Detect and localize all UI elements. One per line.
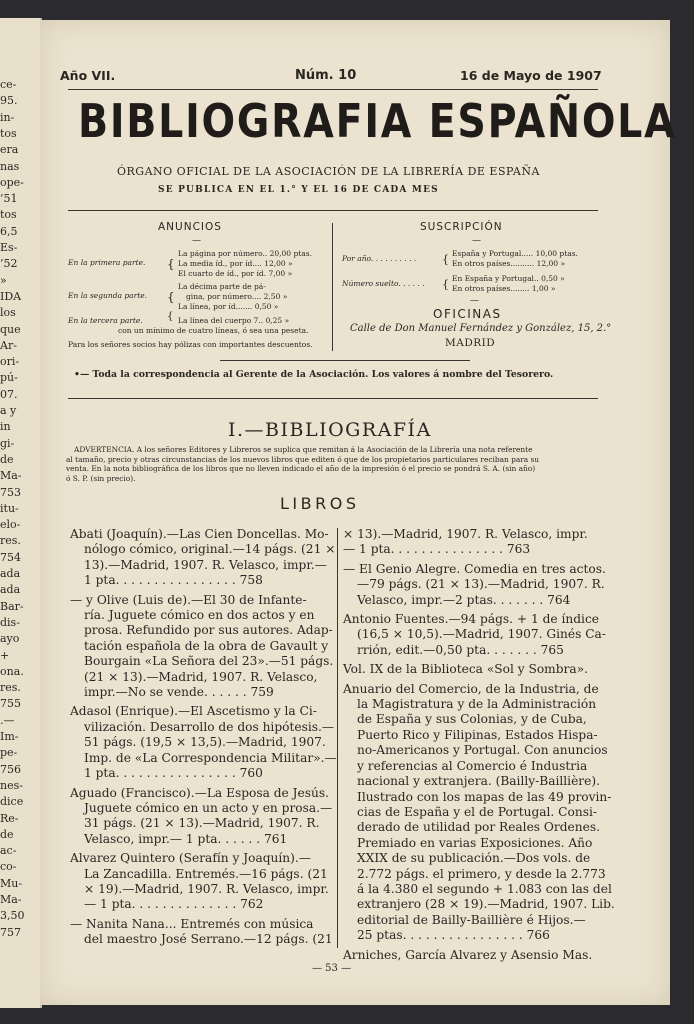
dash-ornament: — <box>192 236 201 246</box>
prev-page-fragment: ’51 <box>0 192 18 206</box>
prev-page-fragment: res. <box>0 534 21 548</box>
bibliography-entry <box>343 681 615 944</box>
brace: { <box>442 278 449 291</box>
prev-page-fragment: itu- <box>0 501 19 515</box>
page-number: — 53 — <box>312 963 352 974</box>
prev-page-fragment: 757 <box>0 925 21 939</box>
entry-line: —79 págs. (21 × 13).—Madrid, 1907. R. <box>357 577 605 592</box>
prev-page-fragment: 755 <box>0 697 21 711</box>
entry-line: y referencias al Comercio é Industria <box>357 758 588 773</box>
brace: { <box>167 257 175 271</box>
prev-page-fragment: ac- <box>0 844 17 858</box>
prev-page-fragment: Im- <box>0 730 19 743</box>
entry-line: 13).—Madrid, 1907. R. Velasco, impr.— <box>84 557 327 572</box>
office-address: Calle de Don Manuel Fernández y González, 15, 2.° <box>350 323 612 334</box>
prev-page-fragment: 3,50 <box>0 909 25 923</box>
prev-page-fragment: de <box>0 452 14 466</box>
prev-page-fragment: .— <box>0 713 15 727</box>
anuncio-line-3b: con un mínimo de cuatro líneas, ó sea una peseta. <box>118 326 309 335</box>
prev-page-fragment: dis- <box>0 615 20 629</box>
anuncios-note: Para los señores socios hay pólizas con importantes descuentos. <box>68 340 313 349</box>
bibliography-entry <box>70 851 332 913</box>
prev-page-fragment: + <box>0 648 10 662</box>
entry-line: tación española de la obra de Gavault y <box>84 638 329 653</box>
prev-page-fragment: dice <box>0 795 24 809</box>
office-city: MADRID <box>445 337 496 349</box>
entry-line: 51 págs. (19,5 × 13,5).—Madrid, 1907. <box>84 735 326 750</box>
bibliography-entry <box>70 527 336 589</box>
entry-line: — 1 pta. . . . . . . . . . . . . . 762 <box>84 897 264 912</box>
entry-line: 2.772 págs. el primero, y desde la 2.773 <box>357 866 606 881</box>
anuncio-label-2: En la segunda parte. <box>68 291 148 300</box>
publication-frequency: SE PUBLICA EN EL 1.° Y EL 16 DE CADA MES <box>158 185 439 195</box>
entry-line: derado de utilidad por Reales Ordenes. <box>357 820 600 835</box>
prev-page-fragment: Ar- <box>0 338 17 352</box>
advertencia: ADVERTENCIA. A los señores Editores y Libreros se suplica que remitan á la Asociación de la Librería una nota referente al tamaño, precio y otras circunstancias de los nuevos libros que editen ó que de los propietarios particulares reciban para su venta. En la nota bibliográfica de los libros que no lleven indicado el año de la impresión ó el precio se pondrá S. A. (sin año) ó S. P. (sin precio). <box>66 445 540 483</box>
entry-line: — 1 pta. . . . . . . . . . . . . . . 763 <box>343 542 531 557</box>
entry-line: (16,5 × 10,5).—Madrid, 1907. Ginés Ca- <box>357 627 606 642</box>
column-divider <box>332 223 333 351</box>
entry-line: prosa. Refundido por sus autores. Adap- <box>84 623 333 638</box>
entry-line: Velasco, impr.— 1 pta. . . . . . 761 <box>84 831 288 846</box>
prev-page-fragment: Ma- <box>0 893 22 906</box>
prev-page-fragment: 753 <box>0 485 21 499</box>
prev-page-fragment: nas <box>0 159 20 173</box>
entry-line: vilización. Desarrollo de dos hipótesis.— <box>84 719 335 734</box>
prev-page-fragment: ada <box>0 567 21 580</box>
entry-line: no-Americanos y Portugal. Con anuncios <box>357 743 608 758</box>
short-rule <box>220 360 470 361</box>
prev-page-fragment: ’52 <box>0 257 18 271</box>
prev-page-fragment: Re- <box>0 811 19 825</box>
brace: { <box>442 253 449 266</box>
prev-page-fragment: in- <box>0 110 15 124</box>
prev-page-fragment: ayo <box>0 632 20 646</box>
prev-page-fragment: de <box>0 827 14 841</box>
entry-line: Aguado (Francisco).—La Esposa de Jesús. <box>70 785 329 800</box>
bibliography-entry <box>343 562 605 608</box>
issue-date: 16 de Mayo de 1907 <box>460 68 602 83</box>
entry-line: del maestro José Serrano.—12 págs. (21 <box>84 932 333 947</box>
entry-line: Velasco, impr.—2 ptas. . . . . . . 764 <box>357 592 571 607</box>
prev-page-fragment: Bar- <box>0 599 24 613</box>
prev-page-fragment: ori- <box>0 355 20 369</box>
entry-line: Ilustrado con los mapas de las 49 provin- <box>357 789 612 804</box>
entry-line: Arniches, García Alvarez y Asensio Mas. <box>343 947 593 962</box>
entry-line: (21 × 13).—Madrid, 1907. R. Velasco, <box>84 669 318 684</box>
right-column <box>343 527 615 967</box>
entry-line: Imp. de «La Correspondencia Militar».— <box>84 750 337 765</box>
prev-page-fragment: 754 <box>0 550 21 564</box>
entry-line: á la 4.380 el segundo + 1.083 con las del <box>357 881 612 896</box>
section-title: I.—BIBLIOGRAFÍA <box>228 419 432 441</box>
prev-page-fragment: pú- <box>0 371 18 385</box>
prev-page-fragment: era <box>0 143 19 157</box>
prev-page-fragment: 95. <box>0 94 18 108</box>
prev-page-fragment: ope- <box>0 175 24 189</box>
entry-line: Puerto Rico y Filipinas, Estados Hispa- <box>357 727 598 742</box>
entry-line: Bourgain «La Señora del 23».—51 págs. <box>84 654 334 669</box>
prev-page-fragment: tos <box>0 126 17 140</box>
anuncio-lines-1: La página por número.. 20,00 ptas. La media íd., por íd.... 12,00 » El cuarto de íd., por íd. 7,00 » <box>178 249 312 278</box>
prev-page-fragment: ada <box>0 583 21 597</box>
prev-page-fragment: a y <box>0 404 17 417</box>
bibliography-entry <box>70 786 332 848</box>
prev-page-fragment: nes- <box>0 778 23 792</box>
prev-page-fragment: pe- <box>0 746 18 760</box>
brace: { <box>167 290 175 304</box>
correspondence-note: •— Toda la correspondencia al Gerente de la Asociación. Los valores á nombre del Tesorero. <box>74 369 554 380</box>
prev-page-fragment: ce- <box>0 78 17 91</box>
entry-line: nólogo cómico, original.—14 págs. (21 × <box>84 542 336 557</box>
entry-line: rrión, edit.—0,50 pta. . . . . . . 765 <box>357 642 564 657</box>
suscripcion-lines-2: En España y Portugal.. 0,50 » En otros países........ 1,00 » <box>452 274 565 293</box>
entry-line: — Nanita Nana... Entremés con música <box>70 916 314 931</box>
entry-line: 25 ptas. . . . . . . . . . . . . . . . 766 <box>357 928 550 943</box>
entry-line: ría. Juguete cómico en dos actos y en <box>84 608 315 623</box>
entry-line: Anuario del Comercio, de la Industria, de <box>343 681 599 696</box>
prev-page-fragment: in <box>0 420 11 434</box>
title-rule <box>68 210 598 211</box>
prev-page-fragment: 07. <box>0 387 18 401</box>
suscripcion-label-1: Por año. . . . . . . . . . <box>342 254 417 263</box>
entry-line: Antonio Fuentes.—94 págs. + 1 de índice <box>343 612 599 627</box>
entry-line: Adasol (Enrique).—El Ascetismo y la Ci- <box>70 704 317 719</box>
prev-page-fragment: que <box>0 322 21 336</box>
volume-year: Año VII. <box>60 68 116 83</box>
entry-line: Abati (Joaquín).—Las Cien Doncellas. Mo- <box>70 527 329 541</box>
anuncio-line-3a: La línea del cuerpo 7.. 0,25 » <box>178 316 290 325</box>
libros-heading: LIBROS <box>280 494 360 513</box>
entry-line: impr.—No se vende. . . . . . 759 <box>84 685 274 700</box>
bibliography-entry <box>70 704 337 781</box>
brace: { <box>167 311 174 322</box>
prev-page-fragment: elo- <box>0 518 21 532</box>
anuncio-label-1: En la primera parte. <box>68 258 146 267</box>
entry-line: 1 pta. . . . . . . . . . . . . . . . 758 <box>84 573 263 588</box>
entry-line: — El Genio Alegre. Comedia en tres actos. <box>343 561 606 576</box>
prev-page-fragment: 6,5 <box>0 224 18 238</box>
issue-number: Núm. 10 <box>295 68 357 83</box>
prev-page-fragment: tos <box>0 208 17 222</box>
prev-page-fragment: co- <box>0 860 17 874</box>
entry-line: Premiado en varias Exposiciones. Año <box>357 835 593 850</box>
journal-subtitle: ÓRGANO OFICIAL DE LA ASOCIACIÓN DE LA LIBRERÍA DE ESPAÑA <box>117 165 540 178</box>
entry-line: de España y sus Colonias, y de Cuba, <box>357 712 587 727</box>
entry-line: cias de España y el de Portugal. Consi- <box>357 804 597 819</box>
prev-page-fragment: Mu- <box>0 876 23 890</box>
left-column <box>70 527 337 952</box>
journal-title: BIBLIOGRAFIA ESPAÑOLA <box>78 94 677 148</box>
suscripcion-lines-1: España y Portugal..... 10,00 ptas. En otros países.......... 12,00 » <box>452 249 578 268</box>
oficinas-heading: OFICINAS <box>433 307 502 321</box>
entry-line: editorial de Bailly-Baillière é Hijos.— <box>357 912 586 927</box>
entry-line: Vol. IX de la Biblioteca «Sol y Sombra». <box>343 662 588 677</box>
entry-line: La Zancadilla. Entremés.—16 págs. (21 <box>84 866 328 881</box>
prev-page-fragment: Es- <box>0 241 18 254</box>
prev-page-fragment: los <box>0 306 16 320</box>
section-rule <box>68 398 598 399</box>
prev-page-fragment: res. <box>0 681 21 695</box>
journal-page <box>40 20 677 1005</box>
entry-line: × 19).—Madrid, 1907. R. Velasco, impr. <box>84 881 329 896</box>
prev-page-fragment: ona. <box>0 664 24 678</box>
bibliography-entry <box>70 917 332 948</box>
entry-line: — y Olive (Luis de).—El 30 de Infante- <box>70 592 307 607</box>
masthead-rule <box>68 89 598 90</box>
anuncio-label-3: En la tercera parte. <box>68 316 143 325</box>
bibliography-entry <box>343 612 605 658</box>
bibliography-entry <box>70 593 332 701</box>
entry-line: XXIX de su publicación.—Dos vols. de <box>357 851 591 866</box>
entry-line: 31 págs. (21 × 13).—Madrid, 1907. R. <box>84 816 320 831</box>
bibliography-entry <box>343 527 605 558</box>
dash-ornament: — <box>472 236 481 246</box>
anuncio-lines-2: La décima parte de pá- gina, por número.... 2,50 » La línea, por íd....... 0,50 » <box>178 282 288 311</box>
prev-page-fragment: » <box>0 273 7 287</box>
prev-page-fragment: gi- <box>0 436 15 450</box>
bibliography-entry <box>343 948 605 963</box>
dash-ornament: — <box>470 296 479 306</box>
bibliography-entry <box>343 662 605 677</box>
prev-page-fragment: Ma- <box>0 469 22 483</box>
previous-page-edge <box>0 18 42 1008</box>
entry-line: Alvarez Quintero (Serafín y Joaquín).— <box>70 851 311 866</box>
entry-line: extranjero (28 × 19).—Madrid, 1907. Lib. <box>357 897 615 912</box>
anuncios-heading: ANUNCIOS <box>158 221 222 233</box>
entry-line: × 13).—Madrid, 1907. R. Velasco, impr. <box>343 527 588 541</box>
prev-page-fragment: IDA <box>0 289 22 303</box>
entry-line: la Magistratura y de la Administración <box>357 697 597 712</box>
suscripcion-label-2: Número suelto. . . . . . <box>342 279 425 288</box>
entry-line: 1 pta. . . . . . . . . . . . . . . . 760 <box>84 766 263 781</box>
column-divider <box>337 528 338 948</box>
prev-page-fragment: 756 <box>0 762 21 776</box>
entry-line: nacional y extranjera. (Bailly-Baillière). <box>357 774 600 789</box>
entry-line: Juguete cómico en un acto y en prosa.— <box>84 800 333 815</box>
suscripcion-heading: SUSCRIPCIÓN <box>420 221 503 233</box>
